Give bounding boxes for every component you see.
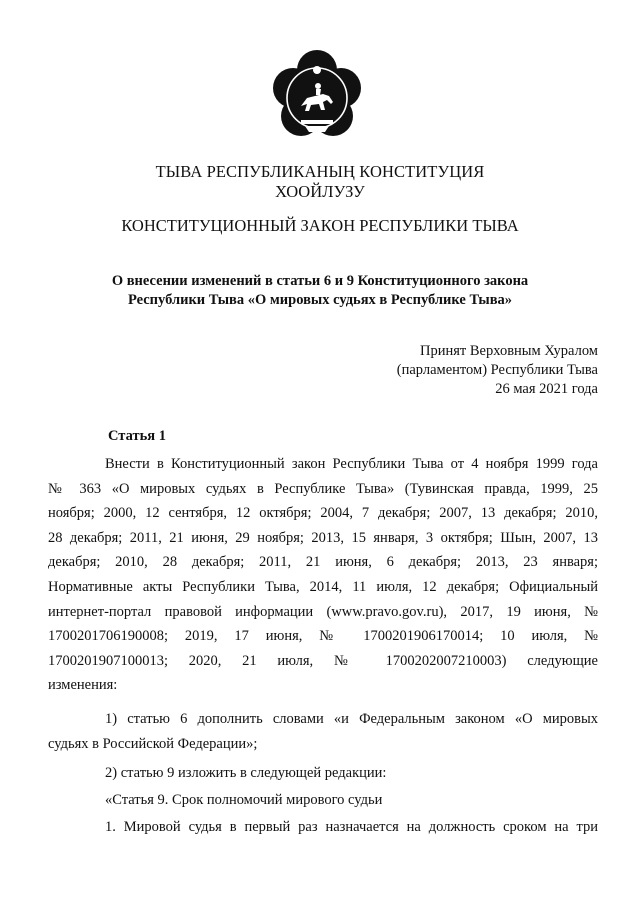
- tuva-coat-of-arms-icon: [271, 48, 363, 144]
- quoted-article-heading: «Статья 9. Срок полномочий мирового судьи: [105, 792, 383, 808]
- paragraph-line: Внести в Конституционный закон Республики Тыва от 4 ноября 1999 года: [105, 456, 598, 472]
- item-1-line: судьях в Российской Федерации»;: [48, 735, 258, 752]
- adoption-date: 26 мая 2021 года: [495, 381, 598, 397]
- paragraph-line: 1700201706190008; 2019, 17 июня, № 1700201906170014; 10 июля, №: [48, 628, 598, 645]
- tuvan-title-line2: ХООЙЛУЗУ: [275, 182, 365, 201]
- law-title-line1: О внесении изменений в статьи 6 и 9 Конституционного закона: [111, 273, 529, 289]
- paragraph-line: интернет-портал правовой информации (www.pravo.gov.ru), 2017, 19 июня, №: [48, 603, 598, 620]
- item-2: 2) статью 9 изложить в следующей редакции:: [105, 765, 387, 781]
- adoption-line2: (парламентом) Республики Тыва: [396, 362, 598, 378]
- article-paragraph: [48, 452, 598, 698]
- item-1: [48, 707, 598, 756]
- paragraph-line: декабря; 2010, 28 декабря; 2011, 21 июня, 6 декабря; 2013, 23 января;: [48, 554, 598, 571]
- quoted-paragraph-1: [48, 815, 598, 840]
- paragraph-line: 1700201907100013; 2020, 21 июля, № 1700202007210003) следующие: [48, 652, 598, 669]
- article-heading: Статья 1: [108, 428, 166, 444]
- adoption-line1: Принят Верховным Хуралом: [420, 343, 598, 359]
- russian-title: КОНСТИТУЦИОННЫЙ ЗАКОН РЕСПУБЛИКИ ТЫВА: [121, 216, 519, 235]
- law-title-line2: Республики Тыва «О мировых судьях в Республике Тыва»: [127, 292, 513, 308]
- quoted-paragraph-line: 1. Мировой судья в первый раз назначается на должность сроком на три: [105, 819, 598, 835]
- paragraph-line: Нормативные акты Республики Тыва, 2014, 11 июля, 12 декабря; Официальный: [48, 578, 598, 595]
- paragraph-line: № 363 «О мировых судьях в Республике Тыва» (Тувинская правда, 1999, 25: [48, 480, 598, 497]
- item-1-line: 1) статью 6 дополнить словами «и Федеральным законом «О мировых: [105, 711, 598, 727]
- adoption-note: [397, 342, 598, 399]
- paragraph-line: ноября; 2000, 12 сентября, 12 октября; 2004, 7 декабря; 2007, 13 декабря; 2010,: [48, 505, 598, 522]
- paragraph-line: изменения:: [48, 677, 118, 694]
- paragraph-line: 28 декабря; 2011, 21 июня, 29 ноября; 2013, 15 января, 3 октября; Шын, 2007, 13: [48, 529, 598, 546]
- tuvan-title-line1: ТЫВА РЕСПУБЛИКАНЫҢ КОНСТИТУЦИЯ: [155, 162, 485, 181]
